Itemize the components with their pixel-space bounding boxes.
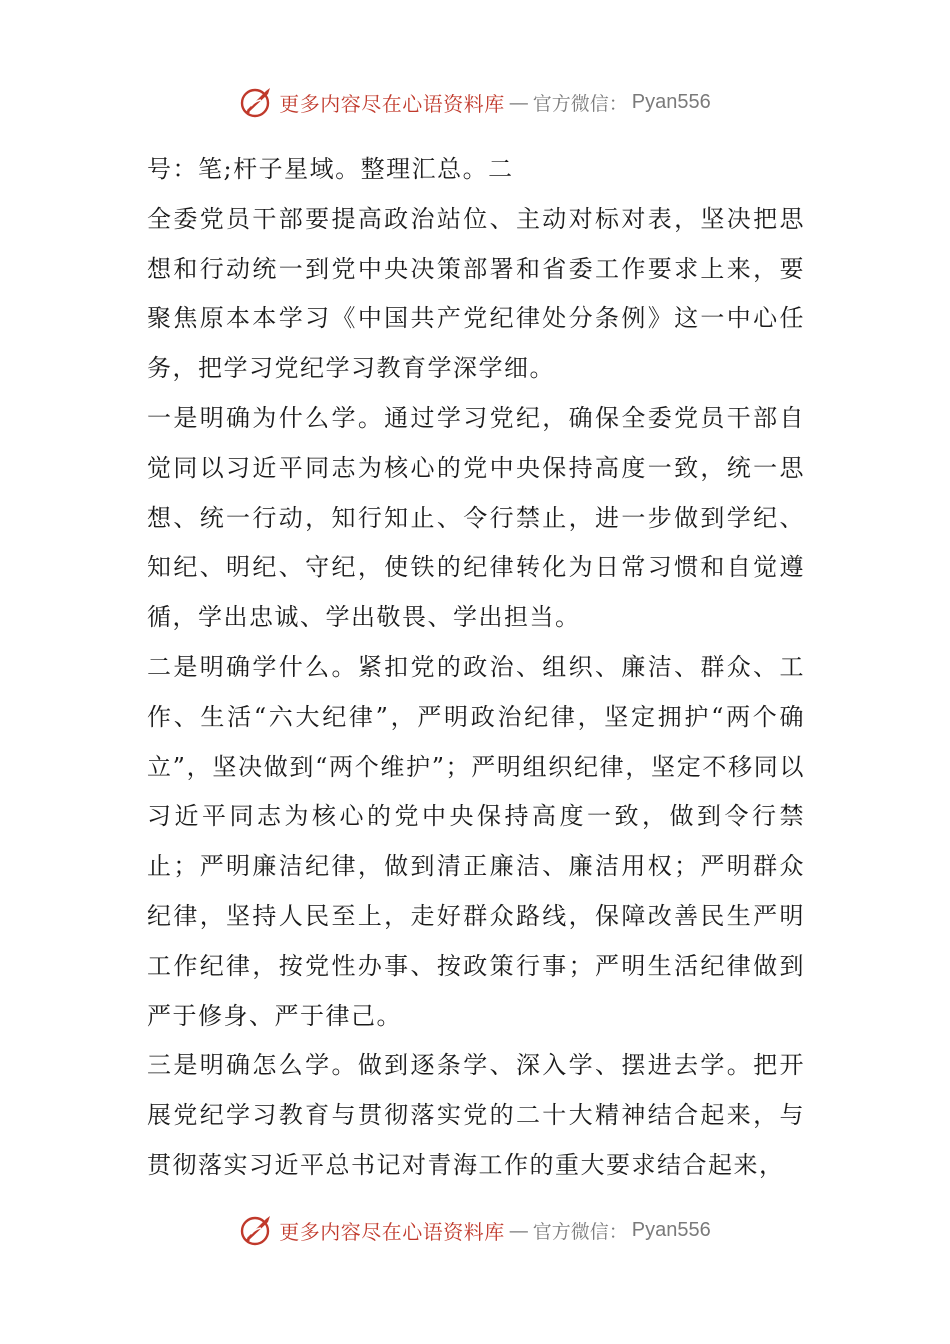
header-separator: — — [508, 90, 529, 114]
footer-wechat-id: Pyan556 — [631, 1218, 711, 1241]
footer-wechat-label: 官方微信： — [532, 1220, 628, 1243]
header-slogan: 更多内容尽在心语资料库 — [279, 91, 505, 116]
paragraph-2: 全委党员干部要提高政治站位、主动对标对表，坚决把思想和行动统一到党中央决策部署和省委工作要求上来，要聚焦原本本学习《中国共产党纪律处分条例》这一中心任务，把学习党纪学习教育学深学细。 — [147, 204, 805, 383]
header-wechat-label: 官方微信： — [532, 92, 628, 115]
footer-banner — [0, 1208, 950, 1252]
footer-slogan: 更多内容尽在心语资料库 — [279, 1219, 505, 1244]
footer-separator: — — [508, 1218, 529, 1242]
pen-circle-logo-icon — [239, 84, 275, 120]
paragraph-4: 二是明确学什么。紧扣党的政治、组织、廉洁、群众、工作、生活“六大纪律”，严明政治纪律，坚定拥护“两个确立”，坚决做到“两个维护”；严明组织纪律，坚定不移同以习近平同志为核心的党中央保持高度一致，做到令行禁止；严明廉洁纪律，做到清正廉洁、廉洁用权；严明群众纪律，坚持人民至上，走好群众路线，保障改善民生严明工作纪律，按党性办事、按政策行事；严明生活纪律做到严于修身、严于律己。 — [147, 652, 805, 1030]
paragraph-3: 一是明确为什么学。通过学习党纪，确保全委党员干部自觉同以习近平同志为核心的党中央保持高度一致，统一思想、统一行动，知行知止、令行禁止，进一步做到学纪、知纪、明纪、守纪，使铁的纪律转化为日常习惯和自觉遵循，学出忠诚、学出敬畏、学出担当。 — [147, 403, 805, 632]
pen-circle-logo-icon — [239, 1212, 275, 1248]
document-body — [147, 145, 805, 1191]
header-wechat-id: Pyan556 — [631, 90, 711, 113]
paragraph-1: 号：笔;杆子星域。整理汇总。二 — [147, 155, 514, 183]
paragraph-5: 三是明确怎么学。做到逐条学、深入学、摆进去学。把开展党纪学习教育与贯彻落实党的二十大精神结合起来，与贯彻落实习近平总书记对青海工作的重大要求结合起来， — [147, 1051, 805, 1179]
header-banner — [0, 80, 950, 124]
